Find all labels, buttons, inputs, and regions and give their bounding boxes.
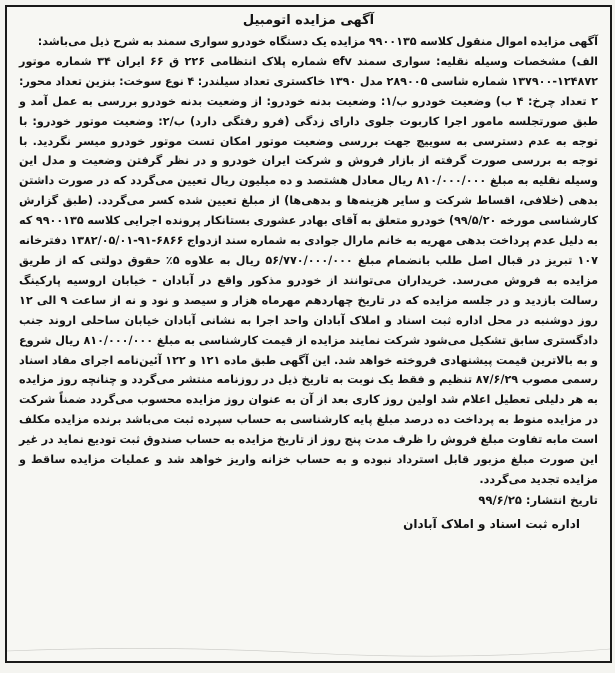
notice-paragraph-alef: الف) مشخصات وسیله نقلیه: سواری سمند efv شماره پلاک انتظامی ۲۲۶ ق ۶۶ ایران ۳۴ شماره موتور ۱۲۴۸۷۲-۱۳۷۹۰۰ شماره شاسی ۲۸۹۰۰۵ مدل ۱۳۹۰ خاکستری تعداد سیلندر: ۴ نوع سوخت: بنزین تعداد محور: ۲ تعداد چرخ: ۴ ب) وضعیت خودرو ب/۱: وضعیت بدنه خودرو: از وضعیت بدنه خودرو بررسی به عمل آمد و طبق صورتجلسه مامور اجرا کاربوت جلوی دارای زدگی (فرو رفتگی دارد) ب/۲: وضعیت موتور خودرو: با توجه به عدم دسترسی به سوییچ جهت بررسی وضعیت موتور امکان تست موتور خودرو میسر نگردید. با توجه به بررسی صورت گرفته از بازار فروش و شرکت ایران خودرو و در نظر گرفتن وضعیت و مدل این وسیله نقلیه به مبلغ ۸۱۰/۰۰۰/۰۰۰ ریال معادل هشتصد و ده میلیون ریال تعیین می‌گردد که در صورت داشتن بدهی (خلافی، اقساط شرکت و سایر هزینه‌ها و بدهی‌ها) از مبلغ تعیین شده کسر می‌گردد. (طبق گزارش کارشناسی مورخه ۹۹/۵/۲۰) خودرو متعلق به آقای بهادر عشوری بستانکار پرونده اجرایی کلاسه ۹۹۰۰۱۳۵ که به دلیل عدم پرداخت بدهی مهریه به خانم مارال جوادی به شماره سند ازدواج ۶۸۶۶-۹۱-۱۳۸۲/۰۵/۰۱ دفترخانه ۱۰۷ تبریز در قبال اصل طلب بانضمام مبلغ ۵۶/۷۷۰/۰۰۰/۰۰۰ ریال به علاوه ۵٪ حقوق دولتی که از طریق مزایده به فروش می‌رسد. خریداران می‌توانند از خودرو مذکور واقع در آبادان - خیابان اروسیه پارکینگ رسالت بازدید و در جلسه مزایده که در تاریخ چهاردهم مهرماه هزار و سیصد و نود و نه از ساعت ۹ الی ۱۲ روز دوشنبه در محل اداره ثبت اسناد و املاک آبادان واحد اجرا به نشانی آبادان خیابان ساحلی اروند جنب دادگستری سابق تشکیل می‌شود شرکت نمایند مزایده از قیمت کارشناسی به مبلغ ۸۱۰/۰۰۰/۰۰۰ ریال شروع و به بالاترین قیمت پیشنهادی فروخته خواهد شد. این آگهی طبق ماده ۱۲۱ و ۱۲۲ آئین‌نامه اجرای مفاد اسناد رسمی مصوب ۸۷/۶/۲۹ تنظیم و فقط یک نوبت به تاریخ ذیل در روزنامه منتشر می‌گردد و چنانچه روز مزایده به هر دلیلی تعطیل اعلام شد اولین روز کاری بعد از آن به عنوان روز مزایده محسوب می‌گردد ضمناً شرکت در مزایده منوط به پرداخت ده درصد مبلغ پایه کارشناسی به حساب سپرده ثبت می‌باشد برنده مزایده مکلف است مابه تفاوت مبلغ فروش را ظرف مدت پنج روز از تاریخ مزایده به حساب صندوق ثبت تودیع نماید در غیر این صورت مبلغ مزبور قابل استرداد نبوده و به حساب خزانه واریز خواهد شد و عملیات مزایده ساقط و مزایده تجدید می‌گردد.	[19, 54, 599, 486]
notice-body	[19, 32, 598, 490]
publish-date: تاریخ انتشار: ۹۹/۶/۲۵	[478, 492, 598, 507]
notice-frame	[5, 5, 612, 663]
print-smudge-decoration	[7, 621, 610, 661]
issuer-signature: اداره ثبت اسناد و املاک آبادان	[403, 516, 580, 531]
notice-title: آگهی مزایده اتومبیل	[242, 13, 375, 28]
notice-intro: آگهی مزایده اموال منقول کلاسه ۹۹۰۰۱۳۵ مزایده یک دستگاه خودرو سواری سمند به شرح ذیل می‌باشد:	[37, 35, 598, 48]
